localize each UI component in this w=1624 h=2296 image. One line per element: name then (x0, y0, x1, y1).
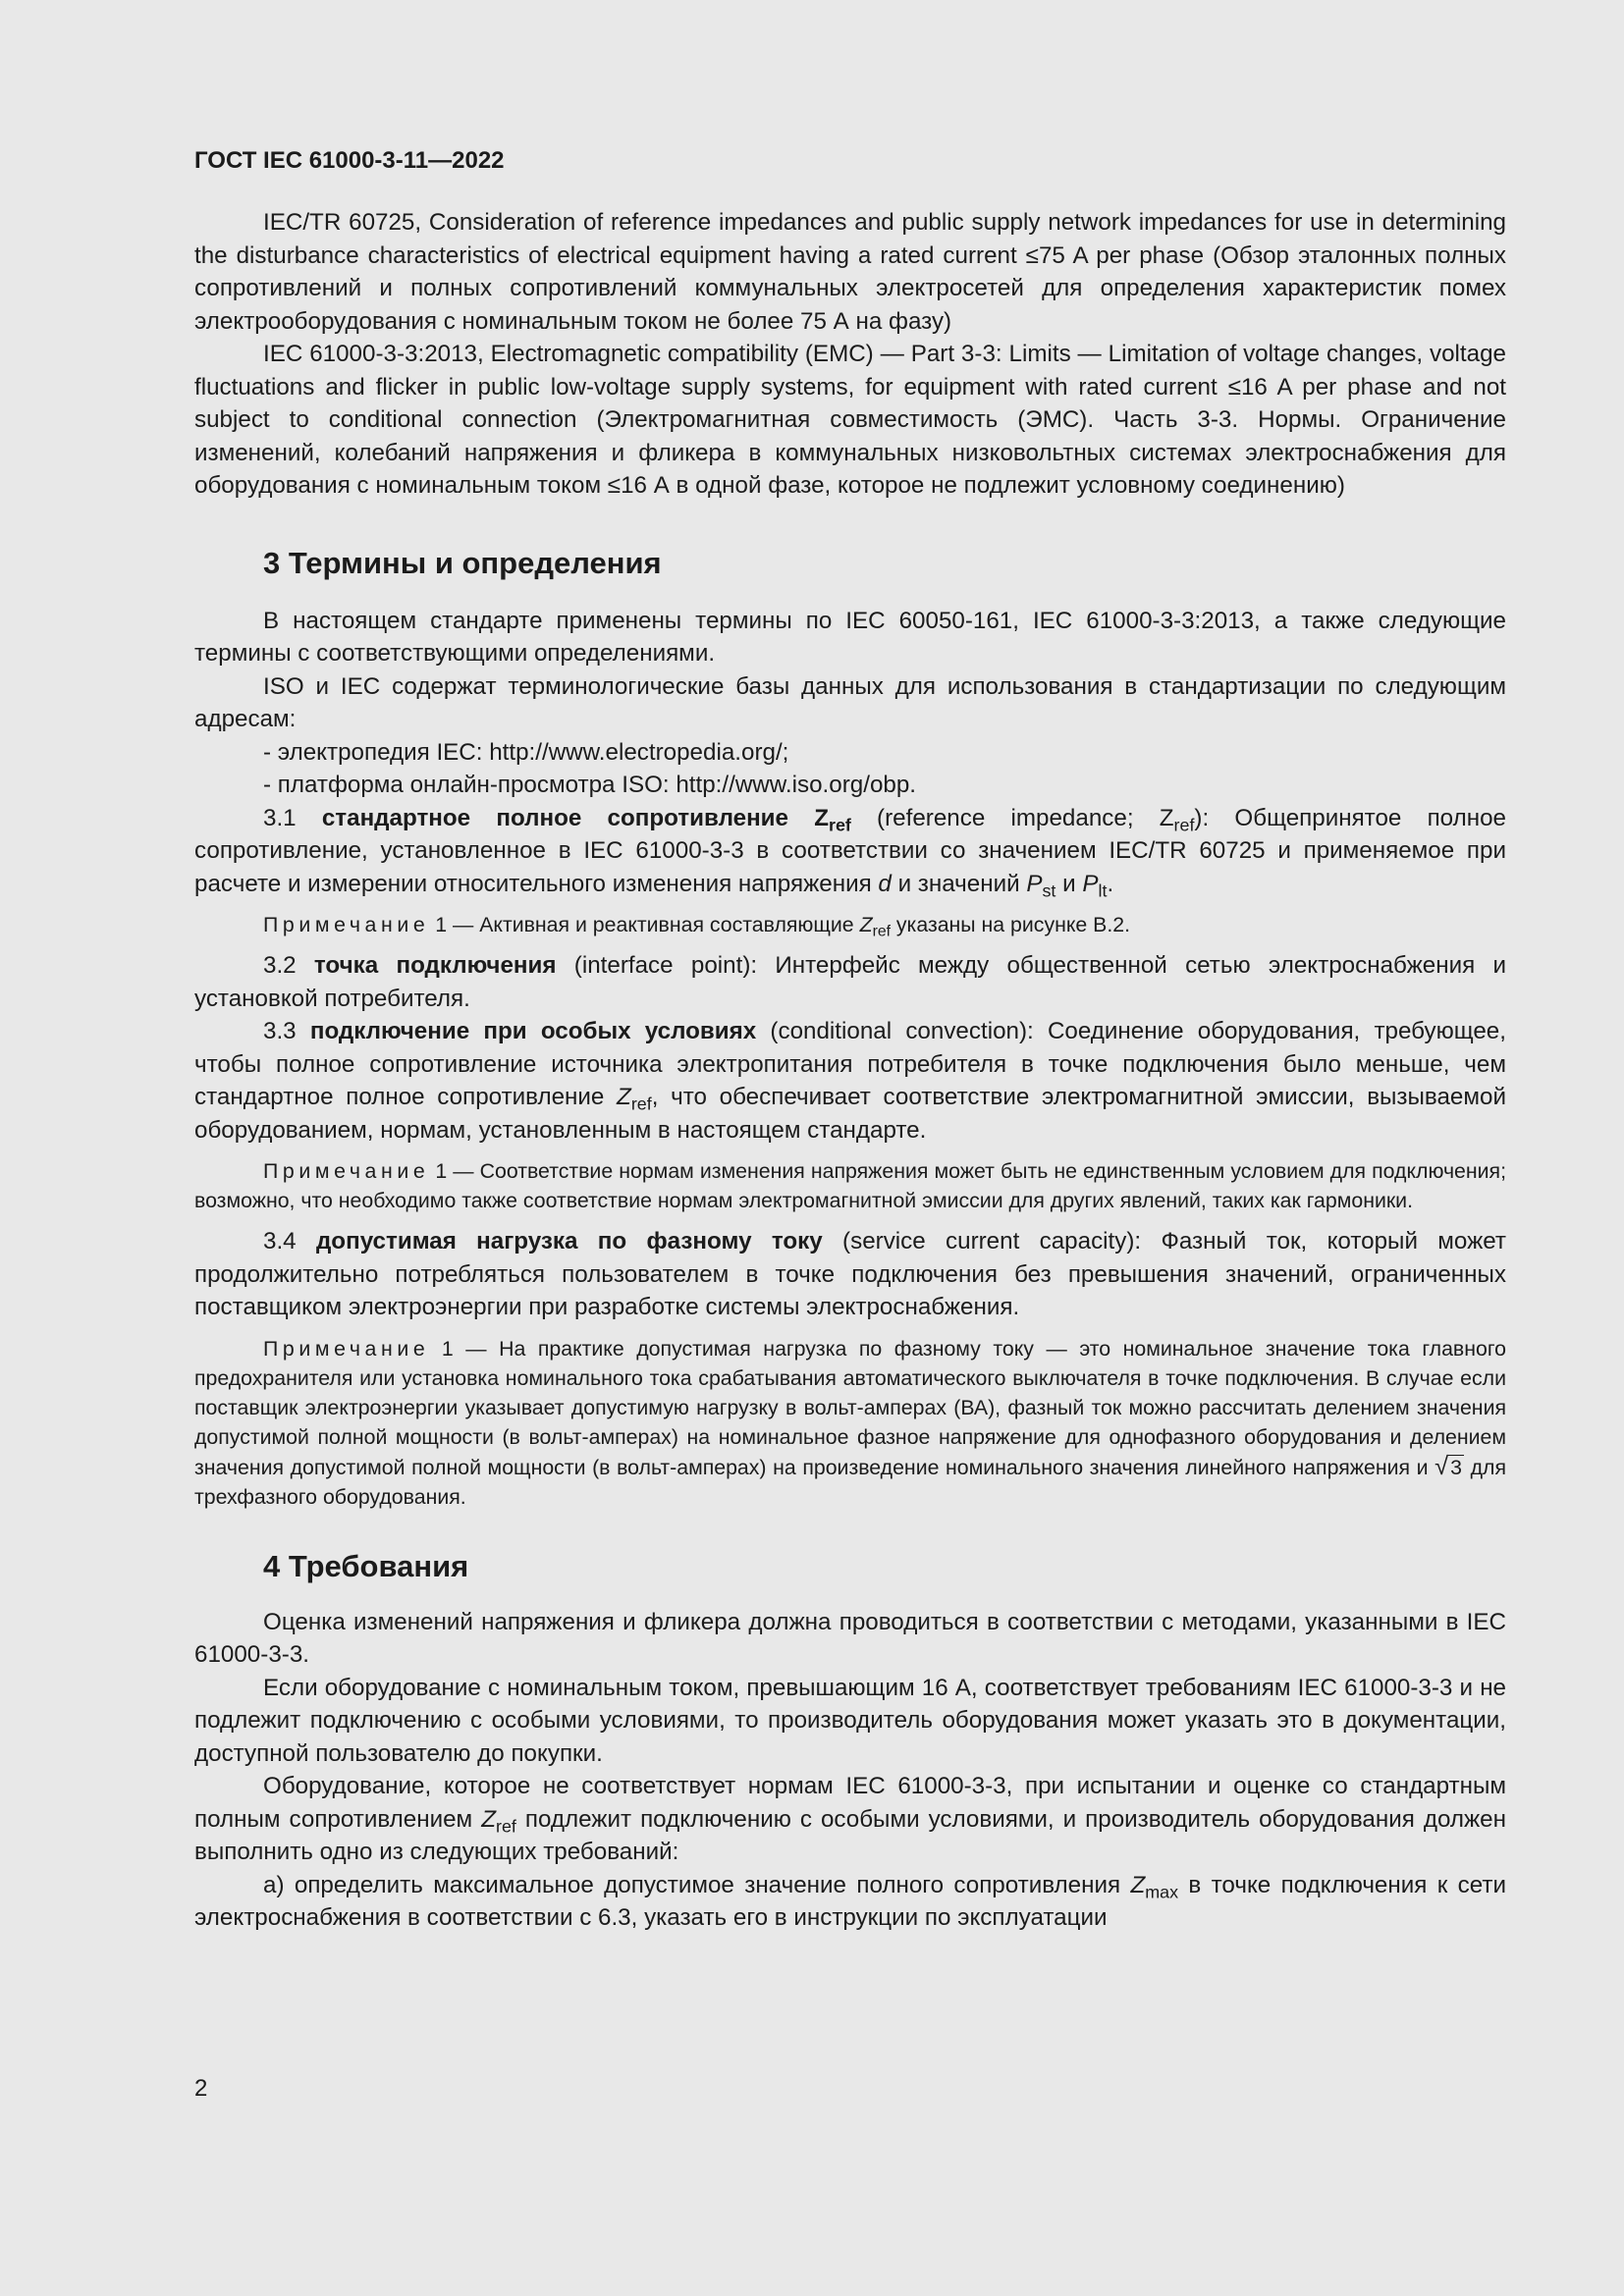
section-3-heading: 3 Термины и определения (263, 545, 662, 580)
term-name: подключение при особых условиях (309, 1018, 757, 1044)
link-iso-obp: - платформа онлайн-просмотра ISO: http://www.iso.org/obp. (263, 772, 917, 798)
section-3-iso-iec-databases: ISO и IEC содержат терминологические базы данных для использования в стандартизации по следующим адресам: (194, 672, 1506, 732)
section-4-paragraph-2: Если оборудование с номинальным током, превышающим 16 А, соответствует требованиям IEC 61000-3-3 и не подлежит подключению с особыми условиями, то производитель оборудования может указать это в документации, доступной пользователю до покупки. (194, 1674, 1506, 1767)
note-label: Примечание (263, 1336, 430, 1361)
note-label: Примечание (263, 1159, 430, 1183)
term-number: 3.3 (263, 1018, 310, 1044)
term-number: 3.2 (263, 952, 314, 979)
term-3-2: 3.2 точка подключения (interface point): Интерфейс между общественной сетью электроснабжения и установкой потребителя. (194, 952, 1506, 1012)
section-4-heading: 4 Требования (263, 1548, 469, 1583)
note-label: Примечание (263, 913, 430, 936)
term-name: допустимая нагрузка по фазному току (315, 1228, 823, 1255)
document-page (194, 145, 1506, 1935)
section-3-intro: В настоящем стандарте применены термины по IEC 60050-161, IEC 61000-3-3:2013, а также следующие термины с соответствующими определениями. (194, 607, 1506, 667)
link-electropedia: - электропедия IEC: http://www.electropedia.org/; (263, 738, 789, 766)
reference-iec-61000-3-3: IEC 61000-3-3:2013, Electromagnetic compatibility (EMC) — Part 3-3: Limits — Limitation of voltage changes, voltage fluctuations and flicker in public low-voltage supply systems, for equipment with rated current ≤16 A per phase and not subject to conditional connection (Электромагнитная совместимость (ЭМС). Часть 3-3. Нормы. Ограничение изменений, колебаний напряжения и фликера в коммунальных низковольтных системах электроснабжения для оборудования с номинальным током ≤16 А в одной фазе, которое не подлежит условному соединению) (194, 341, 1506, 499)
page-number: 2 (194, 2075, 208, 2102)
section-4-item-a: а) определить максимальное допустимое значение полного сопротивления $Z_{max}$ в точке подключения к сети электроснабжения в соответствии с 6.3, указать его в инструкции по эксплуатации (194, 1871, 1506, 1931)
section-4-paragraph-3: Оборудование, которое не соответствует нормам IEC 61000-3-3, при испытании и оценке со стандартным полным сопротивлением $Z_{ref}$ подлежит подключению с особыми условиями, и производитель оборудования должен выполнить одно из следующих требований: (194, 1773, 1506, 1865)
section-4-paragraph-1: Оценка изменений напряжения и фликера должна проводиться в соответствии с методами, указанными в IEC 61000-3-3. (194, 1608, 1506, 1668)
term-name: стандартное полное сопротивление $Z_{ref}$ (321, 804, 851, 834)
term-3-4: 3.4 допустимая нагрузка по фазному току (service current capacity): Фазный ток, который может продолжительно потребляться пользователем в точке подключения без превышения значений, ограниченных поставщиком электроэнергии при разработке системы электроснабжения. (194, 1228, 1506, 1320)
note-3-3: Примечание 1 — Соответствие нормам изменения напряжения может быть не единственным условием для подключения; возможно, что необходимо также соответствие нормам электромагнитной эмиссии для других явлений, таких как гармоники. (194, 1159, 1506, 1212)
term-3-1: 3.1 стандартное полное сопротивление $Z_{ref}$ (reference impedance; $Z_{ref}$): Общепринятое полное сопротивление, установленное в IEC 61000-3-3 в соответствии со значением IEC/TR 60725 и применяемое при расчете и измерении относительного изменения напряжения d и значений $P_{st}$ и $P_{lt}$. (194, 804, 1506, 900)
note-3-4: Примечание 1 — На практике допустимая нагрузка по фазному току — это номинальное значение тока главного предохранителя или установка номинального тока срабатывания автоматического выключателя в точке подключения. В случае если поставщик электроэнергии указывает допустимую нагрузку в вольт-амперах (ВА), фазный ток можно рассчитать делением значения допустимой полной мощности (в вольт-амперах) на номинальное фазное напряжение для однофазного оборудования и делением значения допустимой полной мощности (в вольт-амперах) на произведение номинального значения линейного напряжения и √3 для трехфазного оборудования. (194, 1336, 1506, 1509)
document-header: ГОСТ IEC 61000-3-11—2022 (194, 147, 505, 174)
reference-iec-tr-60725: IEC/TR 60725, Consideration of reference impedances and public supply network impedances for use in determining the disturbance characteristics of electrical equipment having a rated current ≤75 A per phase (Обзор эталонных полных сопротивлений и полных сопротивлений коммунальных электросетей для определения характеристик помех электрооборудования с номинальным током не более 75 А на фазу) (194, 209, 1506, 335)
note-3-1: Примечание 1 — Активная и реактивная составляющие $Z_{ref}$ указаны на рисунке В.2. (263, 913, 1131, 940)
term-3-3: 3.3 подключение при особых условиях (conditional convection): Соединение оборудования, требующее, чтобы полное сопротивление источника электропитания потребителя в точке подключения было меньше, чем стандартное полное сопротивление $Z_{ref}$, что обеспечивает соответствие электромагнитной эмиссии, вызываемой оборудованием, нормам, установленным в настоящем стандарте. (194, 1018, 1506, 1144)
term-number: 3.1 (263, 804, 322, 831)
term-name: точка подключения (313, 952, 557, 979)
term-number: 3.4 (263, 1228, 316, 1255)
sqrt-3-symbol: √3 (1435, 1452, 1462, 1480)
